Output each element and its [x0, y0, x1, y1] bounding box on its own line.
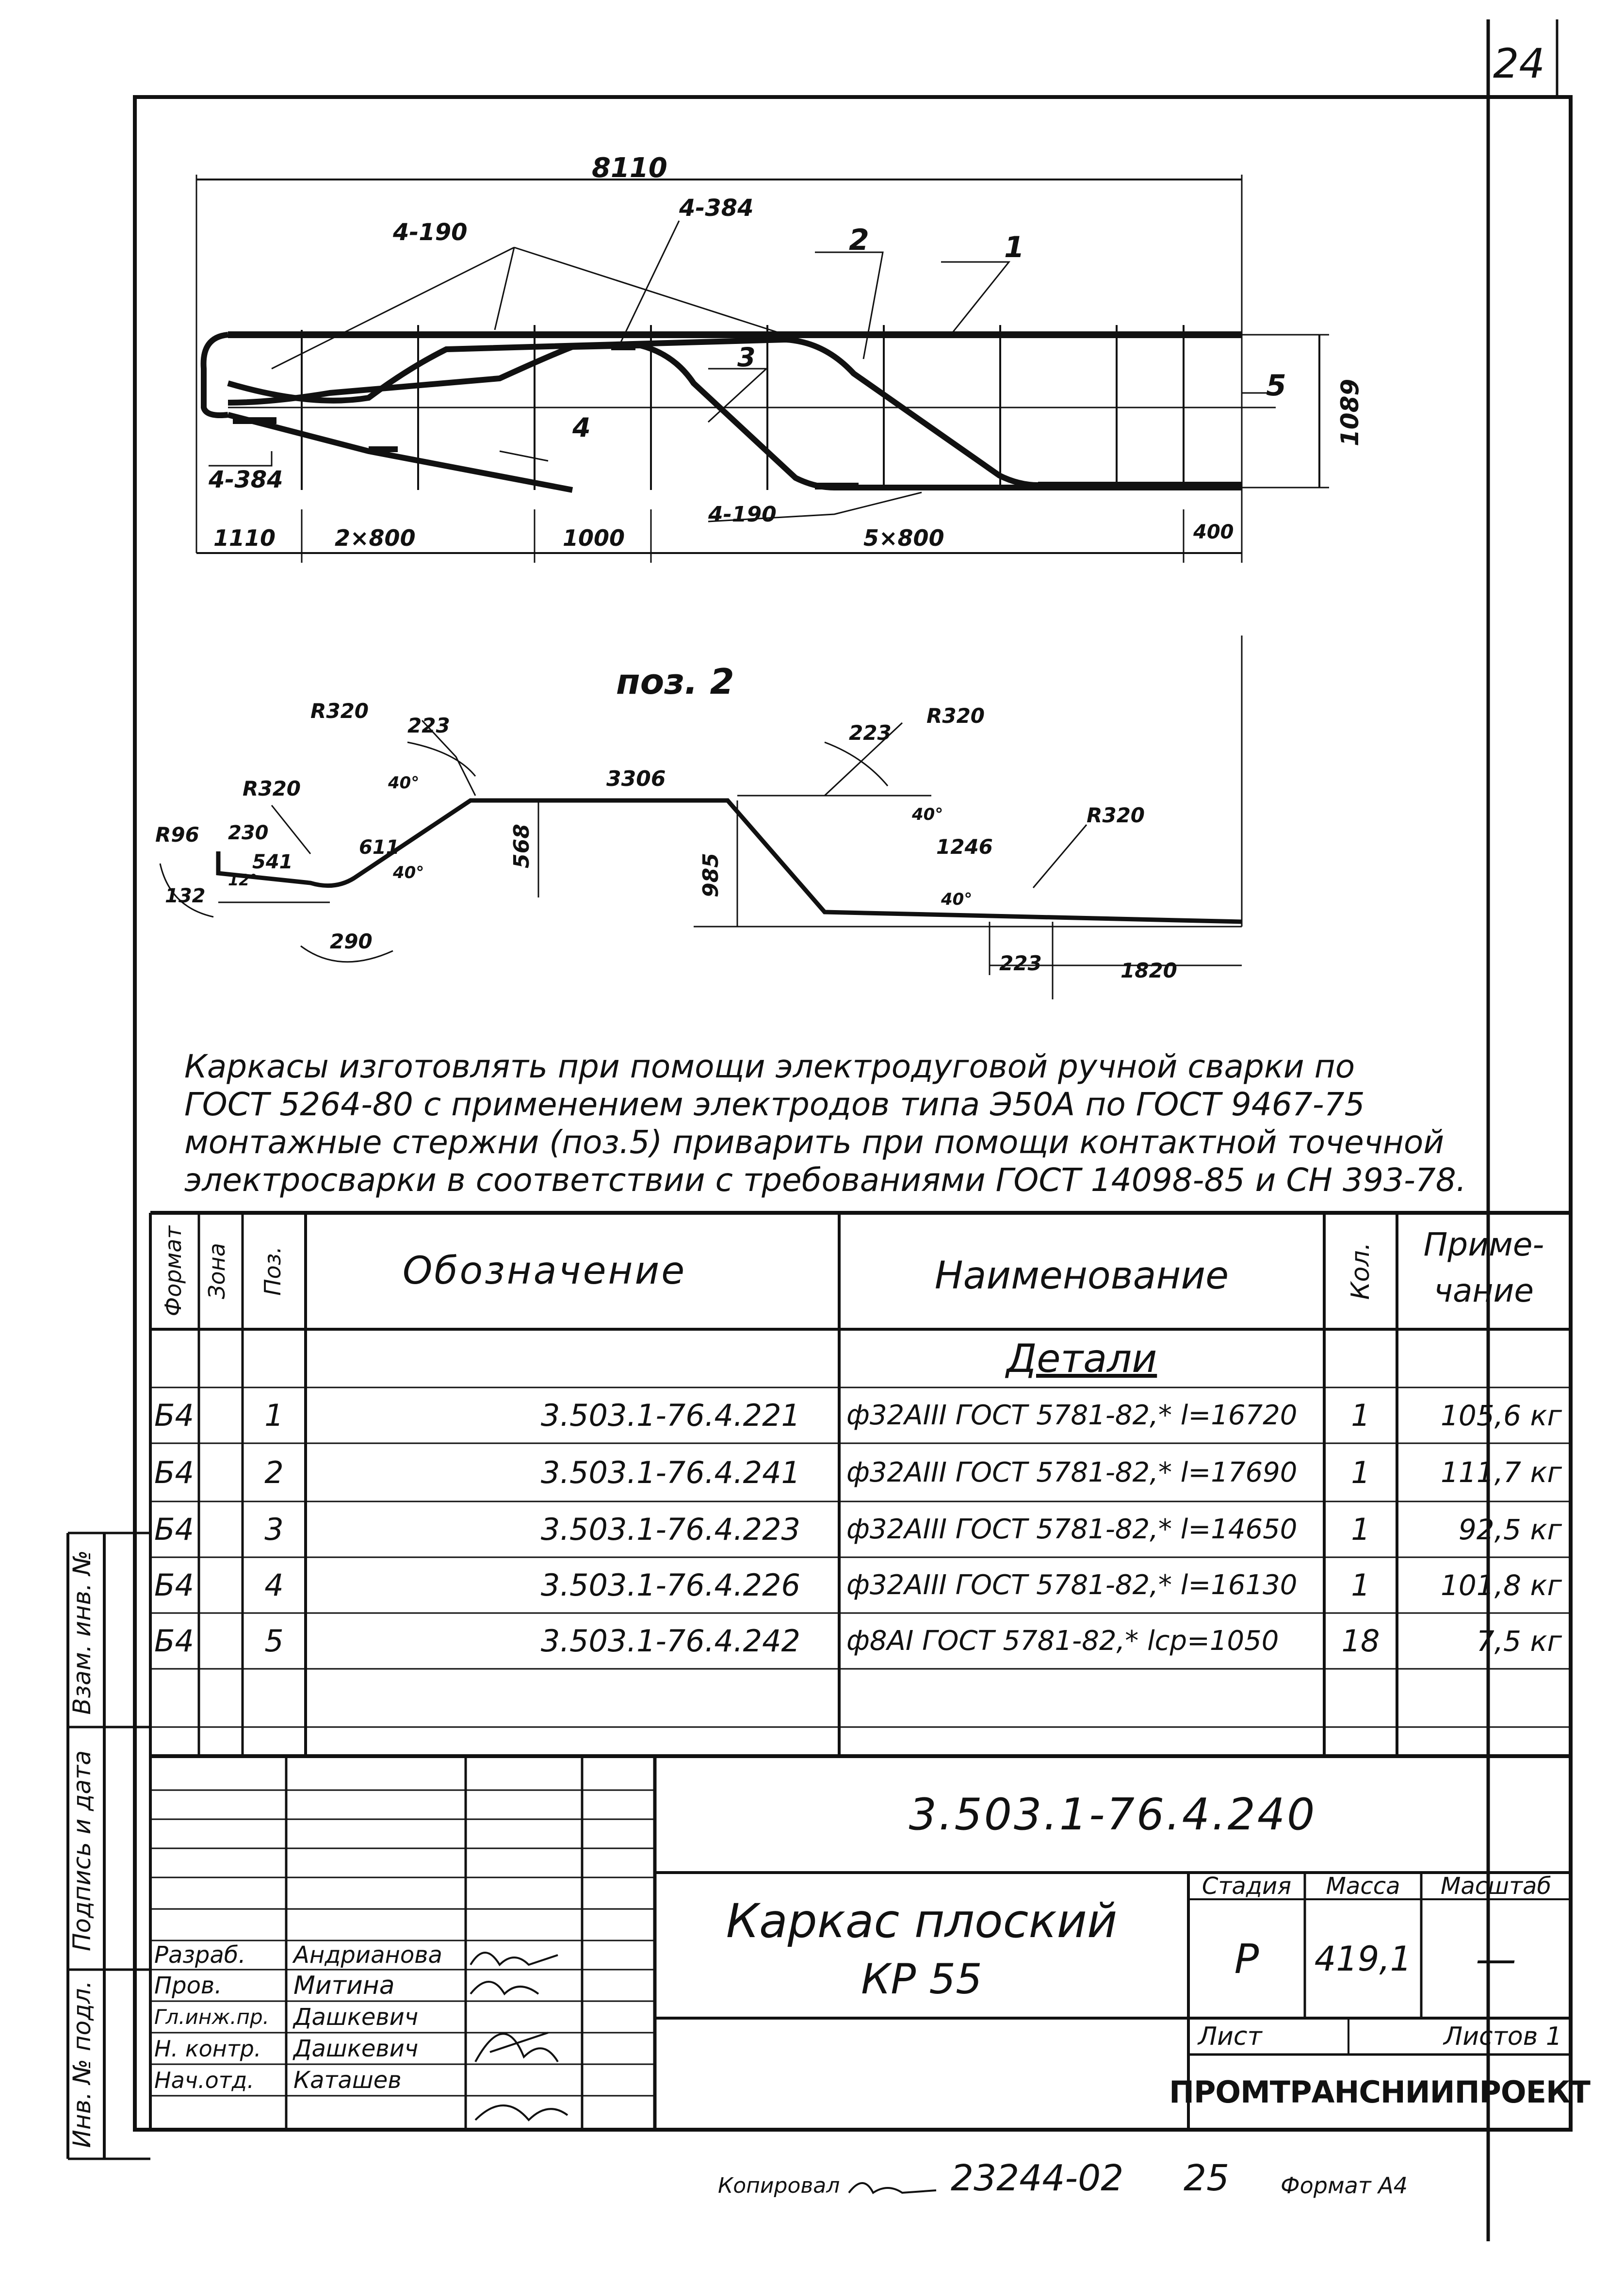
- sig-name: Дашкевич: [293, 2003, 419, 2031]
- drawing-title-line2: КР 55: [861, 1955, 982, 2004]
- detail-angle-12: 12°: [228, 871, 258, 889]
- pos-label-3: 3: [737, 342, 756, 373]
- sig-name: Митина: [293, 1971, 395, 2000]
- detail-541: 541: [252, 851, 293, 873]
- detail-title: поз. 2: [616, 661, 734, 702]
- row-name: ф32АIII ГОСТ 5781-82,* l=17690: [846, 1456, 1298, 1488]
- detail-230: 230: [228, 822, 269, 844]
- dim-bottom-4: 5×800: [863, 525, 944, 551]
- footer-order-number: 23244-02: [951, 2157, 1124, 2199]
- sig-role: Н. контр.: [154, 2035, 261, 2062]
- weld-mark: [611, 343, 635, 350]
- detail-angle-40-1: 40°: [388, 773, 420, 793]
- dim-overall-length: 8110: [592, 152, 667, 184]
- side-stamp-signature-date: Подпись и дата: [68, 1750, 96, 1952]
- row-qty: 18: [1341, 1623, 1380, 1659]
- row-note: 101,8 кг: [1441, 1568, 1562, 1602]
- dim-bottom-5: 400: [1193, 521, 1234, 543]
- row-designation: 3.503.1-76.4.221: [540, 1398, 800, 1433]
- row-designation: 3.503.1-76.4.242: [540, 1623, 800, 1659]
- row-note: 7,5 кг: [1476, 1624, 1562, 1658]
- leader-pos1: [941, 262, 1009, 335]
- label-sheets-total: Листов 1: [1444, 2022, 1562, 2051]
- leader-pos3: [708, 369, 766, 422]
- bar-pos3: [228, 345, 1242, 488]
- row-designation: 3.503.1-76.4.241: [540, 1454, 800, 1490]
- row-qty: 1: [1351, 1398, 1370, 1433]
- pos-label-1: 1: [1004, 230, 1024, 264]
- detail-r320-c: R320: [926, 704, 985, 728]
- sig-name: Дашкевич: [293, 2035, 419, 2062]
- row-format: Б4: [154, 1398, 194, 1433]
- side-stamp-replace-inv: Взам. инв. №: [68, 1550, 96, 1715]
- detail-985: 985: [698, 853, 723, 897]
- drawing-title-line1: Каркас плоский: [726, 1894, 1118, 1948]
- signature-1: [471, 1953, 558, 1965]
- detail-r320-b: R320: [310, 699, 369, 723]
- weld-mark: [815, 483, 859, 489]
- fabrication-note: [184, 1048, 1466, 1199]
- row-name: ф8АI ГОСТ 5781-82,* lср=1050: [846, 1625, 1279, 1657]
- header-note-2: чание: [1433, 1272, 1534, 1309]
- sig-role: Нач.отд.: [154, 2067, 254, 2093]
- row-note: 105,6 кг: [1441, 1399, 1562, 1432]
- leader-pos2: [815, 252, 883, 359]
- weld-label-top-left: 4-190: [393, 219, 468, 246]
- row-name: ф32АIII ГОСТ 5781-82,* l=14650: [846, 1514, 1298, 1545]
- row-format: Б4: [154, 1623, 194, 1659]
- footer-sheet-number: 25: [1184, 2157, 1230, 2199]
- row-qty: 1: [1351, 1454, 1370, 1490]
- note-line: электросварки в соответствии с требованиями ГОСТ 14098-85 и СН 393-78.: [184, 1161, 1466, 1199]
- side-stamp-inv-orig: Инв. № подл.: [68, 1980, 96, 2148]
- detail-611: 611: [359, 836, 400, 859]
- signature-5: [475, 2105, 568, 2120]
- row-qty: 1: [1351, 1567, 1370, 1603]
- label-stage: Стадия: [1202, 1872, 1292, 1900]
- sig-role: Разраб.: [154, 1941, 246, 1969]
- row-qty: 1: [1351, 1512, 1370, 1547]
- detail-1820: 1820: [1121, 959, 1177, 982]
- header-note-1: Приме-: [1423, 1225, 1544, 1263]
- detail-angle-40-2: 40°: [393, 863, 424, 882]
- row-name: ф32АIII ГОСТ 5781-82,* l=16130: [846, 1569, 1298, 1601]
- signature-2: [471, 1982, 538, 1994]
- row-format: Б4: [154, 1512, 194, 1547]
- leader-weld-center: [621, 221, 679, 342]
- dim-bottom-2: 2×800: [335, 525, 416, 551]
- leader-weld-left: [209, 451, 272, 466]
- footer-format: Формат А4: [1281, 2172, 1408, 2199]
- detail-r320-d: R320: [1087, 803, 1145, 827]
- pos-label-4: 4: [572, 412, 591, 443]
- value-stage: Р: [1234, 1935, 1259, 1983]
- leader-weld-top: [272, 247, 800, 369]
- signature-scribbles: [471, 1953, 568, 2120]
- document-code: 3.503.1-76.4.240: [909, 1789, 1317, 1840]
- detail-1246: 1246: [936, 835, 993, 859]
- dim-bottom-1: 1110: [213, 525, 276, 551]
- header-designation: Обозначение: [403, 1249, 687, 1293]
- detail-r96: R96: [155, 823, 199, 847]
- detail-r320-a: R320: [243, 777, 301, 800]
- row-pos: 5: [264, 1623, 284, 1659]
- label-sheet: Лист: [1198, 2022, 1262, 2051]
- row-format: Б4: [154, 1567, 194, 1603]
- arc-223-b: [825, 742, 888, 786]
- sig-name: Каташев: [293, 2066, 402, 2094]
- pos-label-2: 2: [849, 223, 869, 257]
- row-designation: 3.503.1-76.4.223: [540, 1512, 800, 1547]
- weld-mark: [233, 417, 276, 424]
- sig-role: Пров.: [154, 1972, 222, 1999]
- header-pos: Поз.: [260, 1246, 286, 1296]
- row-designation: 3.503.1-76.4.226: [540, 1567, 800, 1603]
- row-pos: 3: [264, 1512, 284, 1547]
- label-mass: Масса: [1326, 1872, 1400, 1900]
- sheet-number: 24: [1493, 40, 1545, 87]
- detail-223-a: 223: [407, 714, 450, 737]
- section-title-details: Детали: [1006, 1336, 1157, 1381]
- detail-3306: 3306: [606, 766, 666, 791]
- weld-label-left: 4-384: [209, 466, 283, 493]
- header-qty: Кол.: [1346, 1242, 1375, 1300]
- row-pos: 4: [264, 1567, 284, 1603]
- detail-angle-40-3: 40°: [912, 805, 943, 824]
- organization-name: ПРОМТРАНСНИИПРОЕКТ: [1169, 2074, 1590, 2110]
- weld-label-bottom: 4-190: [708, 502, 777, 527]
- pos-label-5: 5: [1266, 369, 1286, 403]
- header-format: Формат: [160, 1225, 186, 1317]
- row-pos: 1: [264, 1398, 284, 1433]
- signature-icon: [844, 2173, 941, 2202]
- row-pos: 2: [264, 1454, 284, 1490]
- row-name: ф32АIII ГОСТ 5781-82,* l=16720: [846, 1400, 1298, 1431]
- note-line: ГОСТ 5264-80 с применением электродов типа Э50А по ГОСТ 9467-75: [184, 1086, 1365, 1123]
- weld-mark: [786, 331, 829, 338]
- sig-name: Андрианова: [293, 1941, 442, 1969]
- detail-223-c: 223: [999, 951, 1042, 975]
- header-name: Наименование: [934, 1254, 1229, 1298]
- dim-height-label: 1089: [1336, 378, 1364, 446]
- bar-pos2: [228, 340, 1038, 485]
- detail-290: 290: [330, 930, 373, 953]
- note-line: Каркасы изготовлять при помощи электродуговой ручной сварки по: [184, 1048, 1355, 1085]
- value-scale: —: [1476, 1935, 1516, 1983]
- weld-mark: [369, 446, 398, 452]
- label-scale: Масштаб: [1440, 1872, 1552, 1900]
- detail-angle-40-4: 40°: [941, 890, 973, 909]
- row-format: Б4: [154, 1454, 194, 1490]
- sig-role: Гл.инж.пр.: [154, 2005, 270, 2029]
- detail-132: 132: [165, 885, 206, 907]
- row-note: 111,7 кг: [1441, 1456, 1562, 1489]
- dim-bottom-3: 1000: [563, 525, 625, 551]
- note-line: монтажные стержни (поз.5) приварить при помощи контактной точечной: [184, 1124, 1445, 1161]
- row-note: 92,5 кг: [1458, 1513, 1562, 1546]
- arc-223-a: [407, 742, 475, 776]
- detail-223-b: 223: [849, 721, 892, 745]
- value-mass: 419,1: [1314, 1939, 1412, 1979]
- signature-3: [475, 2033, 558, 2062]
- weld-label-top-center: 4-384: [679, 195, 754, 222]
- footer-copier-signature: [844, 2173, 941, 2202]
- detail-568: 568: [509, 824, 534, 868]
- header-zone: Зона: [204, 1243, 230, 1299]
- bar-pos1-hook: [204, 335, 228, 415]
- leader-pos4: [500, 451, 548, 461]
- footer-copied: Копировал: [718, 2173, 840, 2198]
